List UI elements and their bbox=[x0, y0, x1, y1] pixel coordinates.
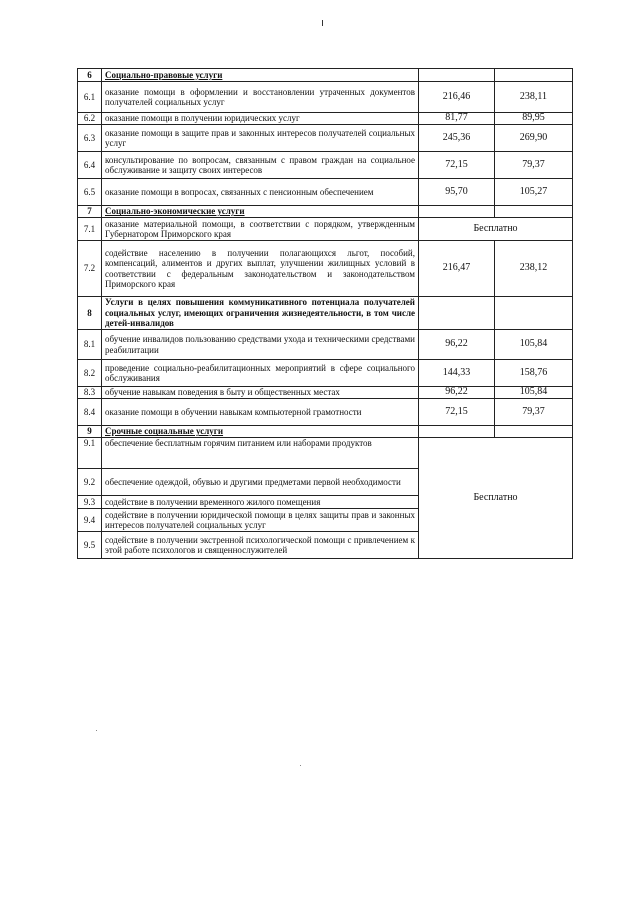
service-description: содействие в получении экстренной психологической помощи с привлечением к этой работе психологов и священнослужителей bbox=[102, 532, 419, 559]
social-services-table bbox=[77, 68, 573, 559]
service-description: содействие в получении временного жилого помещения bbox=[102, 496, 419, 509]
row-number: 9.3 bbox=[78, 496, 102, 509]
empty-cell bbox=[419, 297, 495, 330]
row-number: 8.1 bbox=[78, 330, 102, 360]
section-title: Социально-экономические услуги bbox=[102, 206, 419, 218]
price-value: 79,37 bbox=[495, 399, 573, 426]
price-value: 269,90 bbox=[495, 125, 573, 152]
table-row bbox=[78, 218, 573, 241]
empty-cell bbox=[495, 206, 573, 218]
service-description: содействие населению в получении полагающихся льгот, пособий, компенсаций, алиментов и других выплат, улучшении жилищных условий в соответствии с федеральным законодательством и законодательством Приморского края bbox=[102, 241, 419, 297]
price-value: 144,33 bbox=[419, 360, 495, 387]
table-row bbox=[78, 330, 573, 360]
row-number: 6.1 bbox=[78, 82, 102, 113]
empty-cell bbox=[419, 69, 495, 82]
table-row bbox=[78, 113, 573, 125]
price-value: 72,15 bbox=[419, 399, 495, 426]
row-number: 9.5 bbox=[78, 532, 102, 559]
price-value: 96,22 bbox=[419, 330, 495, 360]
section-title: Социально-правовые услуги bbox=[102, 69, 419, 82]
price-value: 89,95 bbox=[495, 113, 573, 125]
service-description: оказание помощи в получении юридических услуг bbox=[102, 113, 419, 125]
table-row bbox=[78, 438, 573, 469]
service-description: обучение инвалидов пользованию средствами ухода и техническими средствами реабилитации bbox=[102, 330, 419, 360]
scan-speck bbox=[96, 730, 97, 731]
row-number: 8.4 bbox=[78, 399, 102, 426]
section-number: 6 bbox=[78, 69, 102, 82]
table-row bbox=[78, 179, 573, 206]
table-row bbox=[78, 82, 573, 113]
table-row bbox=[78, 399, 573, 426]
empty-cell bbox=[495, 297, 573, 330]
section-number: 7 bbox=[78, 206, 102, 218]
service-description: содействие в получении юридической помощи в целях защиты прав и законных интересов получателей социальных услуг bbox=[102, 509, 419, 532]
free-of-charge-cell: Бесплатно bbox=[419, 438, 573, 559]
section-row-9 bbox=[78, 426, 573, 438]
service-description: консультирование по вопросам, связанным с правом граждан на социальное обслуживание и защиту своих интересов bbox=[102, 152, 419, 179]
service-description: обучение навыкам поведения в быту и общественных местах bbox=[102, 387, 419, 399]
row-number: 9.4 bbox=[78, 509, 102, 532]
price-value: 105,84 bbox=[495, 330, 573, 360]
row-number: 8.3 bbox=[78, 387, 102, 399]
service-description: оказание помощи в обучении навыкам компьютерной грамотности bbox=[102, 399, 419, 426]
service-description: оказание материальной помощи, в соответствии с порядком, утвержденным Губернатором Приморского края bbox=[102, 218, 419, 241]
section-title: Срочные социальные услуги bbox=[102, 426, 419, 438]
service-description: обеспечение одеждой, обувью и другими предметами первой необходимости bbox=[102, 469, 419, 496]
row-number: 6.2 bbox=[78, 113, 102, 125]
price-value: 216,46 bbox=[419, 82, 495, 113]
price-value: 96,22 bbox=[419, 387, 495, 399]
table-row bbox=[78, 152, 573, 179]
free-of-charge-cell: Бесплатно bbox=[419, 218, 573, 241]
price-value: 72,15 bbox=[419, 152, 495, 179]
page-mark bbox=[322, 20, 323, 26]
price-value: 105,27 bbox=[495, 179, 573, 206]
table-row bbox=[78, 125, 573, 152]
price-value: 238,12 bbox=[495, 241, 573, 297]
section-row-8 bbox=[78, 297, 573, 330]
row-number: 6.3 bbox=[78, 125, 102, 152]
service-description: проведение социально-реабилитационных мероприятий в сфере социального обслуживания bbox=[102, 360, 419, 387]
service-description: оказание помощи в оформлении и восстановлении утраченных документов получателей социальных услуг bbox=[102, 82, 419, 113]
service-description: обеспечение бесплатным горячим питанием или наборами продуктов bbox=[102, 438, 419, 469]
price-value: 95,70 bbox=[419, 179, 495, 206]
table-row bbox=[78, 387, 573, 399]
row-number: 6.4 bbox=[78, 152, 102, 179]
price-value: 79,37 bbox=[495, 152, 573, 179]
empty-cell bbox=[419, 206, 495, 218]
price-value: 105,84 bbox=[495, 387, 573, 399]
table-row bbox=[78, 241, 573, 297]
section-row-6 bbox=[78, 69, 573, 82]
section-title: Услуги в целях повышения коммуникативного потенциала получателей социальных услуг, имеющих ограничения жизнедеятельности, в том числе детей-инвалидов bbox=[102, 297, 419, 330]
row-number: 7.2 bbox=[78, 241, 102, 297]
empty-cell bbox=[495, 426, 573, 438]
price-value: 216,47 bbox=[419, 241, 495, 297]
row-number: 8.2 bbox=[78, 360, 102, 387]
scan-speck bbox=[300, 765, 301, 766]
price-value: 238,11 bbox=[495, 82, 573, 113]
empty-cell bbox=[419, 426, 495, 438]
service-description: оказание помощи в защите прав и законных интересов получателей социальных услуг bbox=[102, 125, 419, 152]
section-number: 9 bbox=[78, 426, 102, 438]
row-number: 9.2 bbox=[78, 469, 102, 496]
price-value: 81,77 bbox=[419, 113, 495, 125]
section-number: 8 bbox=[78, 297, 102, 330]
service-description: оказание помощи в вопросах, связанных с пенсионным обеспечением bbox=[102, 179, 419, 206]
row-number: 7.1 bbox=[78, 218, 102, 241]
row-number: 6.5 bbox=[78, 179, 102, 206]
empty-cell bbox=[495, 69, 573, 82]
section-row-7 bbox=[78, 206, 573, 218]
table-row bbox=[78, 360, 573, 387]
price-value: 245,36 bbox=[419, 125, 495, 152]
row-number: 9.1 bbox=[78, 438, 102, 469]
price-value: 158,76 bbox=[495, 360, 573, 387]
